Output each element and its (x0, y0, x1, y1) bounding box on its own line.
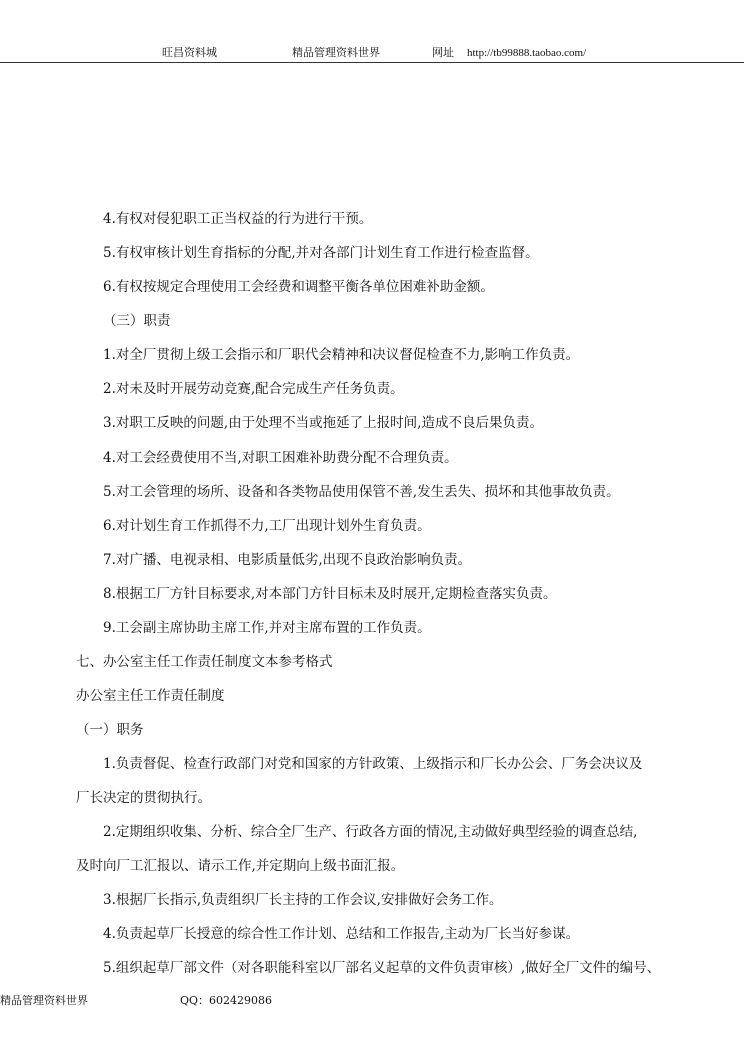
footer-brand: 精品管理资料世界 (0, 994, 88, 1007)
header-url-label: 网址 (432, 46, 454, 59)
text-line: 及时向厂工汇报以、请示工作,并定期向上级书面汇报。 (76, 858, 405, 874)
text-line: 2.定期组织收集、分析、综合全厂生产、行政各方面的情况,主动做好典型经验的调查总结, (103, 824, 638, 840)
section-heading: （三）职责 (103, 313, 171, 329)
text-line: 6.对计划生育工作抓得不力,工厂出现计划外生育负责。 (103, 518, 431, 534)
header-divider (0, 62, 744, 63)
header-url-link[interactable]: http://tb99888.taobao.com/ (467, 47, 587, 59)
section-heading: （一）职务 (76, 722, 144, 738)
chapter-heading: 七、办公室主任工作责任制度文本参考格式 (76, 654, 333, 670)
text-line: 1.负责督促、检查行政部门对党和国家的方针政策、上级指示和厂长办公会、厂务会决议及 (103, 756, 643, 772)
header-store-name: 旺昌资料城 (162, 46, 217, 59)
text-line: 3.对职工反映的问题,由于处理不当或拖延了上报时间,造成不良后果负责。 (103, 415, 543, 431)
text-line: 3.根据厂长指示,负责组织厂长主持的工作会议,安排做好会务工作。 (103, 892, 503, 908)
text-line: 8.根据工厂方针目标要求,对本部门方针目标未及时展开,定期检查落实负责。 (103, 586, 557, 602)
text-line: 4.负责起草厂长授意的综合性工作计划、总结和工作报告,主动为厂长当好参谋。 (103, 926, 580, 942)
text-line: 9.工会副主席协助主席工作,并对主席布置的工作负责。 (103, 620, 431, 636)
text-line: 4.有权对侵犯职工正当权益的行为进行干预。 (103, 211, 373, 227)
text-line: 5.对工会管理的场所、设备和各类物品使用保管不善,发生丢失、损坏和其他事故负责。 (103, 484, 620, 500)
header-brand: 精品管理资料世界 (292, 46, 380, 59)
footer-qq: QQ：602429086 (180, 994, 273, 1007)
text-line: 7.对广播、电视录相、电影质量低劣,出现不良政治影响负责。 (103, 552, 472, 568)
text-line: 5.组织起草厂部文件（对各职能科室以厂部名义起草的文件负责审核）,做好全厂文件的编号、 (103, 960, 661, 976)
page-footer (0, 993, 744, 1009)
text-line: 6.有权按规定合理使用工会经费和调整平衡各单位困难补助金额。 (103, 279, 494, 295)
text-line: 4.对工会经费使用不当,对职工困难补助费分配不合理负责。 (103, 450, 458, 466)
text-line: 1.对全厂贯彻上级工会指示和厂职代会精神和决议督促检查不力,影响工作负责。 (103, 347, 580, 363)
text-line: 5.有权审核计划生育指标的分配,并对各部门计划生育工作进行检查监督。 (103, 245, 539, 261)
text-line: 厂长决定的贯彻执行。 (76, 790, 211, 806)
document-title: 办公室主任工作责任制度 (76, 688, 225, 704)
text-line: 2.对未及时开展劳动竞赛,配合完成生产任务负责。 (103, 381, 404, 397)
page-header (0, 44, 744, 62)
